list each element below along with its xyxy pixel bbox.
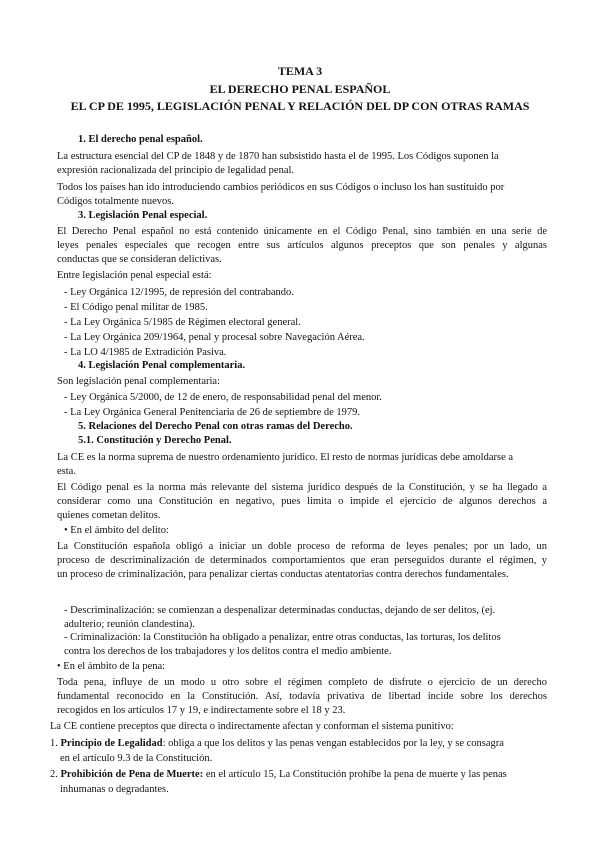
section-5-text: proceso de descriminalización de determinados comportamientos que eran perseguidos durante el régimen, y	[57, 555, 547, 566]
section-5-1-heading: 5.1. Constitución y Derecho Penal.	[78, 435, 232, 446]
tema-label: TEMA 3	[277, 64, 323, 78]
section-5-text: un proceso de criminalización, para penalizar ciertas conductas atentatorias contra derechos fundamentales.	[57, 569, 509, 580]
section-1-text: La estructura esencial del CP de 1848 y de 1870 han subsistido hasta el de 1995. Los Códigos suponen la	[57, 151, 499, 162]
document-title: EL DERECHO PENAL ESPAÑOL	[209, 82, 391, 96]
bullet-delito: • En el ámbito del delito:	[64, 525, 169, 536]
list-item: - La Ley Orgánica 209/1964, penal y procesal sobre Navegación Aérea.	[64, 332, 365, 343]
section-5-text: considerar como una Constitución en negativo, pues limita o impide el ejercicio de algunos derechos a	[57, 496, 547, 507]
list-item: - La Ley Orgánica General Penitenciaria de 26 de septiembre de 1979.	[64, 407, 361, 418]
section-5-text: La CE es la norma suprema de nuestro ordenamiento jurídico. El resto de normas jurídicas debe amoldarse a	[57, 452, 514, 463]
section-3-text: conductas que se consideran delictivas.	[57, 254, 222, 265]
section-1-heading: 1. El derecho penal español.	[78, 134, 203, 145]
item-number: 1.	[50, 738, 58, 749]
numbered-item-2	[50, 768, 507, 782]
item-text: en el artículo 15, La Constitución prohíbe la pena de muerte y las penas	[203, 769, 507, 780]
bullet-pena: • En el ámbito de la pena:	[57, 661, 166, 672]
section-5-text: quienes cometan delitos.	[57, 510, 161, 521]
section-4-heading: 4. Legislación Penal complementaria.	[78, 360, 246, 371]
item-text: : obliga a que los delitos y las penas vengan establecidos por la ley, y se consagra	[162, 738, 504, 749]
section-3-text: leyes penales especiales que recogen entre sus artículos algunos preceptos que son penales y algunas	[57, 240, 547, 251]
section-1-text: Códigos totalmente nuevos.	[57, 196, 174, 207]
section-5-text: Toda pena, influye de un modo u otro sobre el régimen completo de disfrute o ejercicio de un derecho	[57, 677, 547, 688]
list-item: - La Ley Orgánica 5/1985 de Régimen electoral general.	[64, 317, 301, 328]
section-3-intro: Entre legislación penal especial está:	[57, 270, 212, 281]
item-number: 2.	[50, 769, 58, 780]
list-item: - Ley Orgánica 12/1995, de represión del contrabando.	[64, 287, 294, 298]
item-term: Prohibición de Pena de Muerte:	[60, 769, 204, 780]
descriminalizacion-text: adulterio; reunión clandestina).	[64, 619, 195, 630]
section-3-text: El Derecho Penal español no está contenido únicamente en el Código Penal, sino también en una serie de	[57, 226, 547, 237]
section-5-text: El Código penal es la norma más relevante del sistema jurídico después de la Constitución, y se ha llegado a	[57, 482, 547, 493]
section-5-text: fundamental reconocido en la Constitución. Así, todavía privativa de libertad incide sobre los derechos	[57, 691, 547, 702]
criminalizacion-text: contra los derechos de los trabajadores y los delitos contra el medio ambiente.	[64, 646, 392, 657]
document-subtitle: EL CP DE 1995, LEGISLACIÓN PENAL Y RELACIÓN DEL DP CON OTRAS RAMAS	[70, 99, 530, 113]
numbered-item-2-cont: inhumanas o degradantes.	[60, 784, 169, 795]
criminalizacion-text: - Criminalización: la Constitución ha obligado a penalizar, entre otras conductas, las torturas, los delitos	[64, 632, 501, 643]
section-5-text: esta.	[57, 466, 76, 477]
section-4-intro: Son legislación penal complementaria:	[57, 376, 220, 387]
numbered-item-1-cont: en el artículo 9.3 de la Constitución.	[60, 753, 213, 764]
list-item: - Ley Orgánica 5/2000, de 12 de enero, de responsabilidad penal del menor.	[64, 392, 382, 403]
item-term: Principio de Legalidad	[60, 738, 163, 749]
section-1-text: Todos los países han ido introduciendo cambios periódicos en sus Códigos o incluso los han sustituido por	[57, 182, 505, 193]
section-5-heading: 5. Relaciones del Derecho Penal con otras ramas del Derecho.	[78, 421, 353, 432]
section-5-text: La CE contiene preceptos que directa o indirectamente afectan y conforman el sistema punitivo:	[50, 721, 454, 732]
section-5-text: La Constitución española obligó a iniciar un doble proceso de reforma de leyes penales; por un lado, un	[57, 541, 547, 552]
descriminalizacion-text: - Descriminalización: se comienzan a despenalizar determinadas conductas, dejando de ser delitos, (ej.	[64, 605, 496, 616]
section-5-text: recogidos en los artículos 17 y 19, e indirectamente sobre el 18 y 23.	[57, 705, 346, 716]
list-item: - La LO 4/1985 de Extradición Pasiva.	[64, 347, 227, 358]
section-1-text: expresión racionalizada del principio de legalidad penal.	[57, 165, 295, 176]
numbered-item-1	[50, 737, 504, 751]
list-item: - El Código penal militar de 1985.	[64, 302, 208, 313]
section-3-heading: 3. Legislación Penal especial.	[78, 210, 208, 221]
